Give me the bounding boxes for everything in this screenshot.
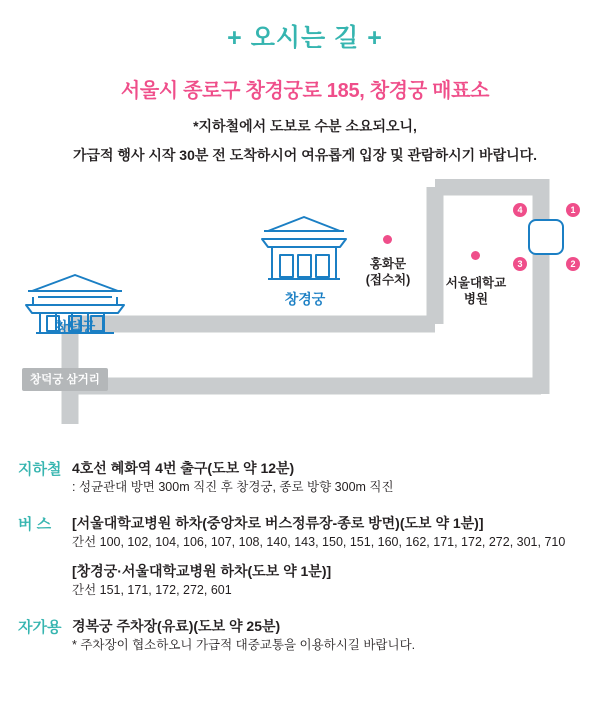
map-label-hongwhamun-line1: 홍화문 (369, 257, 407, 271)
map-label-changgyeonggung: 창경궁 (284, 291, 326, 307)
transit-value-car (72, 616, 610, 655)
subway-exit-2: 2 (566, 257, 580, 271)
subway-exit-4: 4 (513, 203, 527, 217)
transit-value-bus (72, 513, 610, 600)
car-parking-note: * 주차장이 협소하오니 가급적 대중교통을 이용하시길 바랍니다. (72, 638, 416, 653)
bus-stop-2-routes: 간선 151, 171, 172, 272, 601 (72, 583, 232, 598)
subway-detail-2: : 성균관대 방면 300m 직진 후 창경궁, 종로 방향 300m 직진 (72, 480, 394, 495)
transit-value-subway (72, 458, 610, 497)
location-map (0, 179, 610, 444)
map-label-hospital-line2: 병원 (463, 291, 489, 306)
map-label-hongwhamun (345, 257, 431, 288)
map-label-changdeokgung: 창덕궁 (54, 319, 96, 335)
changgyeonggung-illustration (262, 217, 346, 279)
transit-key-car: 자가용 (18, 619, 62, 637)
arrival-note-line1: *지하철에서 도보로 수분 소요되오니, (193, 118, 417, 134)
subway-exit-3: 3 (513, 257, 527, 271)
map-marker-hongwhamun (383, 235, 392, 244)
map-label-hospital-line1: 서울대학교 (445, 276, 507, 290)
bus-stop-1-title: [서울대학교병원 하차(중앙차로 버스정류장-종로 방면)(도보 약 1분)] (72, 515, 484, 532)
subway-exit-1: 1 (566, 203, 580, 217)
transit-row-bus (0, 513, 610, 600)
bus-stop-2-title: [창경궁·서울대학교병원 하차(도보 약 1분)] (72, 563, 332, 580)
subway-station-icon (528, 219, 564, 255)
map-label-hongwhamun-line2: (접수처) (365, 272, 411, 287)
venue-address: 서울시 종로구 창경궁로 185, 창경궁 매표소 (120, 80, 490, 102)
map-marker-hospital (471, 251, 480, 260)
transit-row-subway (0, 458, 610, 497)
map-label-hospital (428, 276, 524, 307)
transit-info (0, 458, 610, 671)
arrival-note-line2: 가급적 행사 시작 30분 전 도착하시어 여유롭게 입장 및 관람하시기 바랍니다. (72, 147, 538, 163)
map-road-label-samgeori: 창덕궁 삼거리 (22, 368, 108, 391)
car-parking-title: 경복궁 주차장(유료)(도보 약 25분) (72, 618, 281, 635)
page-title: + 오시는 길 + (227, 24, 383, 52)
transit-key-bus: 버 스 (18, 516, 52, 534)
bus-stop-1-routes: 간선 100, 102, 104, 106, 107, 108, 140, 143, 150, 151, 160, 162, 171, 172, 272, 301, 710 (72, 535, 566, 550)
subway-detail-1: 4호선 혜화역 4번 출구(도보 약 12분) (72, 460, 295, 476)
map-roads (0, 179, 610, 444)
transit-key-subway: 지하철 (18, 461, 62, 478)
bus-spacer (72, 552, 598, 561)
transit-row-car (0, 616, 610, 655)
